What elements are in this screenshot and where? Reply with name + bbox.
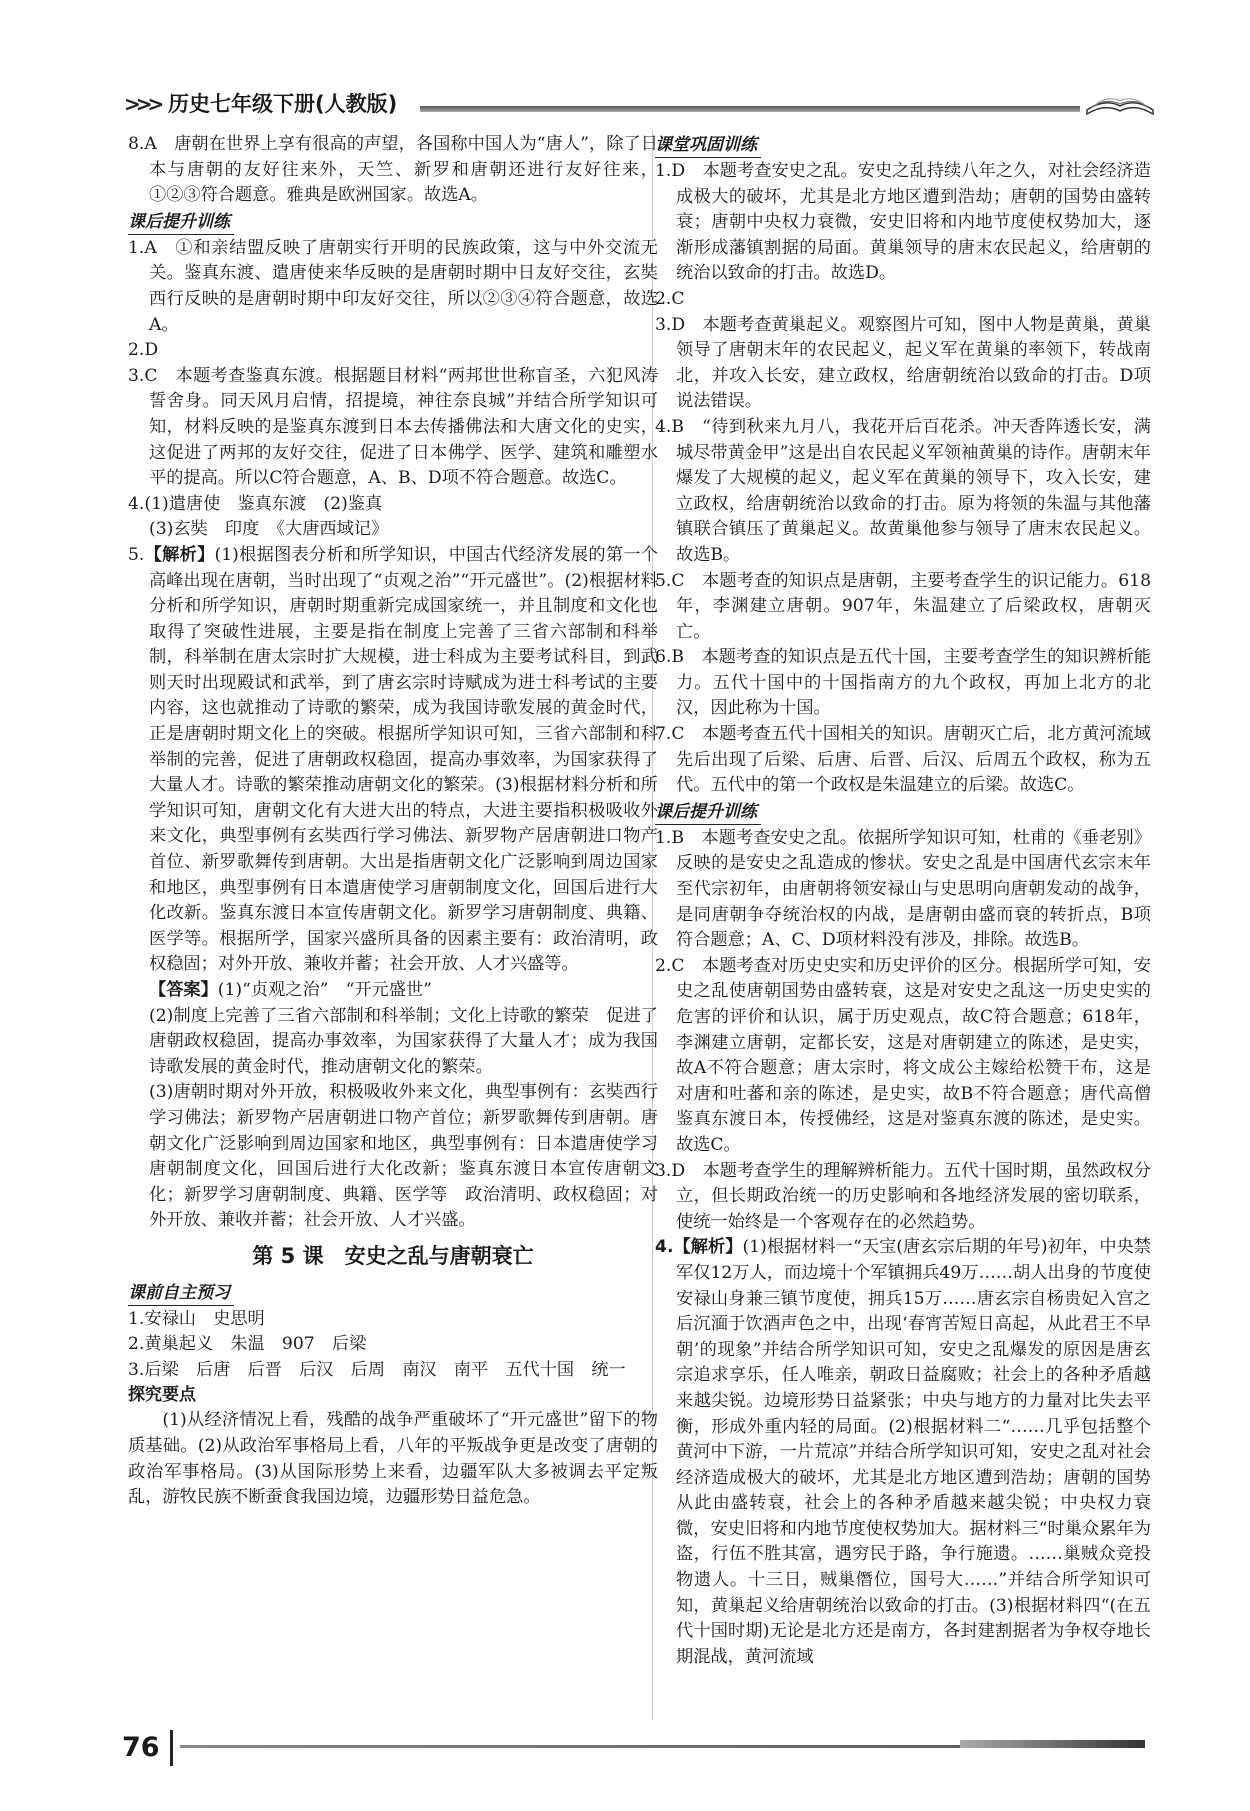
- answer-3: 3.C 本题考查鉴真东渡。根据题目材料“两邦世世称盲圣，六犯风涛誓舍身。同天风月启情，招提境，神往奈良城”并结合所学知识可知，材料反映的是鉴真东渡到日本去传播佛法和大唐文化的史实，这促进了两邦的友好交往，促进了日本佛学、医学、建筑和雕塑水平的提高。所以C符合题意，A、B、D项不符合题意。故选C。: [128, 365, 658, 489]
- answer-key-2: (2)制度上完善了三省六部制和科举制；文化上诗歌的繁荣 促进了唐朝政权稳固，提高办事效率，为国家获得了大量人才；成为我国诗歌发展的黄金时代，推动唐朝文化的繁荣。: [149, 1005, 658, 1077]
- page-number: 76: [122, 1732, 160, 1763]
- preview-2: 2.黄巢起义 朱温 907 后梁: [128, 1334, 367, 1355]
- answer-2: 2.D: [128, 340, 159, 361]
- left-column: [128, 132, 658, 1511]
- answer-2: 2.C: [655, 288, 685, 309]
- preview-3: 3.后梁 后唐 后晋 后汉 后周 南汉 南平 五代十国 统一: [128, 1359, 626, 1380]
- right-column: [655, 132, 1151, 1670]
- analysis-text: (1)根据材料一“天宝(唐玄宗后期的年号)初年，中央禁军仅12万人，而边境十个军镇拥兵49万……胡人出身的节度使安禄山身兼三镇节度使，拥兵15万……唐玄宗自杨贵妃入宫之后沉湎于饮酒声色之中，出现‘春宵苦短日高起，从此君王不早朝’的现象”并结合所学知识可知，安史之乱爆发的原因是唐玄宗追求享乐，任人唯亲，朝政日益腐败；社会上的各种矛盾越来越尖锐。边境形势日益紧张；中央与地方的力量对比失去平衡，形成外重内轻的局面。(2)根据材料二“……几乎包括整个黄河中下游，一片荒凉”并结合所学知识可知，安史之乱对社会经济造成极大的破坏，尤其是北方地区遭到浩劫；唐朝的国势从此由盛转衰，社会上的各种矛盾越来越尖锐；中央权力衰微，安史旧将和内地节度使权势加大。据材料三“时巢众累年为盗，行伍不胜其富，遇穷民于路，争行施遗。……巢贼众竞投物遗人。十三日，贼巢僭位，国号大……”并结合所学知识可知，黄巢起义给唐朝统治以致命的打击。(3)根据材料四“(在五代十国时期)无论是北方还是南方，各封建割据者为争权夺地长期混战，黄河流域: [676, 1237, 1151, 1667]
- answer-8: 8.A 唐朝在世界上享有很高的声望，各国称中国人为“唐人”，除了日本与唐朝的友好往来外，天竺、新罗和唐朝还进行友好往来，①②③符合题意。雅典是欧洲国家。故选A。: [128, 134, 658, 206]
- answer-6: 6.B 本题考查的知识点是五代十国，主要考查学生的知识辨析能力。五代十国中的十国指南方的九个政权，再加上北方的北汉，因此称为十国。: [655, 647, 1151, 719]
- answer-2: 2.C 本题考查对历史史实和历史评价的区分。根据所学可知，安史之乱使唐朝国势由盛转衰，这是对安史之乱这一历史史实的危害的评价和认识，属于历史观点，故C符合题意；618年，李渊建立唐朝，定都长安，这是对唐朝建立的陈述，是史实，故A不符合题意；唐太宗时，将文成公主嫁给松赞干布，这是对唐和吐蕃和亲的陈述，是史实，故B不符合题意；唐代高僧鉴真东渡日本，传授佛经，这是对鉴真东渡的陈述，是史实。故选C。: [655, 955, 1151, 1155]
- lesson-title: 第 5 课 安史之乱与唐朝衰亡: [252, 1243, 534, 1268]
- explore-text: (1)从经济情况上看，残酷的战争严重破坏了“开元盛世”留下的物质基础。(2)从政治军事格局上看，八年的平叛战争更是改变了唐朝的政治军事格局。(3)从国际形势上来看，边疆军队大多被调去平定叛乱，游牧民族不断蚕食我国边境，边疆形势日益危急。: [128, 1410, 658, 1508]
- answer-5: 5.C 本题考查的知识点是唐朝，主要考查学生的识记能力。618年，李渊建立唐朝。907年，朱温建立了后梁政权，唐朝灭亡。: [655, 570, 1151, 642]
- answer-1: 1.D 本题考查安史之乱。安史之乱持续八年之久，对社会经济造成极大的破坏，尤其是北方地区遭到浩劫；唐朝的国势由盛转衰；唐朝中央权力衰微，安史旧将和内地节度使权势加大，逐渐形成藩镇割据的局面。黄巢领导的唐末农民起义，给唐朝的统治以致命的打击。故选D。: [655, 161, 1151, 284]
- answer-1: 1.B 本题考查安史之乱。依据所学知识可知，杜甫的《垂老别》反映的是安史之乱造成的惨状。安史之乱是中国唐代玄宗末年至代宗初年，由唐朝将领安禄山与史思明向唐朝发动的战争，是同唐朝争夺统治权的内战，是唐朝由盛而衰的转折点，B项符合题意；A、C、D项材料没有涉及，排除。故选B。: [655, 827, 1151, 951]
- section-heading: 课堂巩固训练: [655, 133, 761, 158]
- answer-3: 3.D 本题考查学生的理解辨析能力。五代十国时期，虽然政权分立，但长期政治统一的历史影响和各地经济发展的密切联系，使统一始终是一个客观存在的必然趋势。: [655, 1160, 1151, 1232]
- analysis-text: (1)根据图表分析和所学知识，中国古代经济发展的第一个高峰出现在唐朝，当时出现了“贞观之治”“开元盛世”。(2)根据材料分析和所学知识，唐朝时期重新完成国家统一，并且制度和文化也取得了突破性进展，主要是指在制度上完善了三省六部制和科举制，科举制在唐太宗时扩大规模，进士科成为主要考试科目，到武则天时出现殿试和武举，到了唐玄宗时诗赋成为进士科考试的主要内容，这也就推动了诗歌的繁荣，成为我国诗歌发展的黄金时代，正是唐朝时期文化上的突破。根据所学知识可知，三省六部制和科举制的完善，促进了唐朝政权稳固，提高办事效率，为国家获得了大量人才。诗歌的繁荣推动唐朝文化的繁荣。(3)根据材料分析和所学知识可知，唐朝文化有大进大出的特点，大进主要指积极吸收外来文化，典型事例有玄奘西行学习佛法、新罗物产居唐朝进口物产首位、新罗歌舞传到唐朝。大出是指唐朝文化广泛影响到周边国家和地区，典型事例有日本遣唐使学习唐朝制度文化，回国后进行大化改新。鉴真东渡日本宣传唐朝文化。新罗学习唐朝制度、典籍、医学等。根据所学，国家兴盛所具备的因素主要有：政治清明，政权稳固；对外开放、兼收并蓄；社会开放、人才兴盛等。: [149, 544, 658, 975]
- answer-4: [655, 1235, 1151, 1670]
- header-rule: [420, 106, 1080, 112]
- answer-tag: 【答案】: [149, 980, 218, 1000]
- footer-divider: [170, 1730, 173, 1766]
- running-header: [120, 88, 1150, 122]
- footer-rule-accent: [960, 1740, 1145, 1748]
- chevron-icon: >>>: [124, 92, 160, 116]
- answer-key: 【答案】(1)“贞观之治” “开元盛世”: [149, 980, 432, 1000]
- analysis-tag: 4.【解析】: [655, 1237, 743, 1258]
- preview-1: 1.安禄山 史思明: [128, 1308, 265, 1329]
- section-heading: 课后提升训练: [655, 800, 761, 825]
- section-heading: 课前自主预习: [128, 1281, 234, 1306]
- answer-key-3: (3)唐朝时期对外开放，积极吸收外来文化，典型事例有：玄奘西行学习佛法；新罗物产居唐朝进口物产首位；新罗歌舞传到唐朝。唐朝文化广泛影响到周边国家和地区，典型事例有：日本遣唐使学习唐朝制度文化，回国后进行大化改新；鉴真东渡日本宣传唐朝文化；新罗学习唐朝制度、典籍、医学等 政治清明、政权稳固；对外开放、兼收并蓄；社会开放、人才兴盛。: [149, 1082, 658, 1231]
- answer-5: 5.【解析】(1)根据图表分析和所学知识，中国古代经济发展的第一个高峰出现在唐朝，当时出现了“贞观之治”“开元盛世”。(2)根据材料分析和所学知识，唐朝时期重新完成国家统一，并且制度和文化也取得了突破性进展，主要是指在制度上完善了三省六部制和科举制，科举制在唐太宗时扩大规模，进士科成为主要考试科目，到武则天时出现殿试和武举，到了唐玄宗时诗赋成为进士科考试的主要内容，这也就推动了诗歌的繁荣，成为我国诗歌发展的黄金时代，正是唐朝时期文化上的突破。根据所学知识可知，三省六部制和科举制的完善，促进了唐朝政权稳固，提高办事效率，为国家获得了大量人才。诗歌的繁荣推动唐朝文化的繁荣。(3)根据材料分析和所学知识可知，唐朝文化有大进大出的特点，大进主要指积极吸收外来文化，典型事例有玄奘西行学习佛法、新罗物产居唐朝进口物产首位、新罗歌舞传到唐朝。大出是指唐朝文化广泛影响到周边国家和地区，典型事例有日本遣唐使学习唐朝制度文化，回国后进行大化改新。鉴真东渡日本宣传唐朝文化。新罗学习唐朝制度、典籍、医学等。根据所学，国家兴盛所具备的因素主要有：政治清明，政权稳固；对外开放、兼收并蓄；社会开放、人才兴盛等。: [128, 544, 658, 975]
- section-heading: 课后提升训练: [128, 210, 234, 235]
- answer-4: 4.B “待到秋来九月八，我花开后百花杀。冲天香阵透长安，满城尽带黄金甲”这是出自农民起义军领袖黄巢的诗作。唐朝末年爆发了大规模的起义，起义军在黄巢的领导下，攻入长安，建立政权，给唐朝统治以致命的打击。原为将领的朱温与其他藩镇联合镇压了黄巢起义。故黄巢他参与领导了唐末农民起义。故选B。: [655, 416, 1151, 565]
- answer-4b: (3)玄奘 印度 《大唐西域记》: [149, 519, 389, 540]
- section-heading: 探究要点: [128, 1385, 196, 1406]
- header-title: 历史七年级下册(人教版): [168, 92, 398, 116]
- book-icon: [1085, 88, 1155, 120]
- analysis-tag: 【解析】: [144, 544, 215, 565]
- answer-1: 1.A ①和亲结盟反映了唐朝实行开明的民族政策，这与中外交流无关。鉴真东渡、遣唐使来华反映的是唐朝时期中日友好交往，玄奘西行反映的是唐朝时期中印友好交往，所以②③④符合题意，故选A。: [128, 237, 658, 335]
- answer-7: 7.C 本题考查五代十国相关的知识。唐朝灭亡后，北方黄河流域先后出现了后梁、后唐、后晋、后汉、后周五个政权，称为五代。五代中的第一个政权是朱温建立的后梁。故选C。: [655, 724, 1151, 796]
- answer-3: 3.D 本题考查黄巢起义。观察图片可知，图中人物是黄巢，黄巢领导了唐朝末年的农民起义，起义军在黄巢的率领下，转战南北，并攻入长安，建立政权，给唐朝统治以致命的打击。D项说法错误。: [655, 314, 1151, 412]
- answer-4a: 4.(1)遣唐使 鉴真东渡 (2)鉴真: [128, 493, 383, 514]
